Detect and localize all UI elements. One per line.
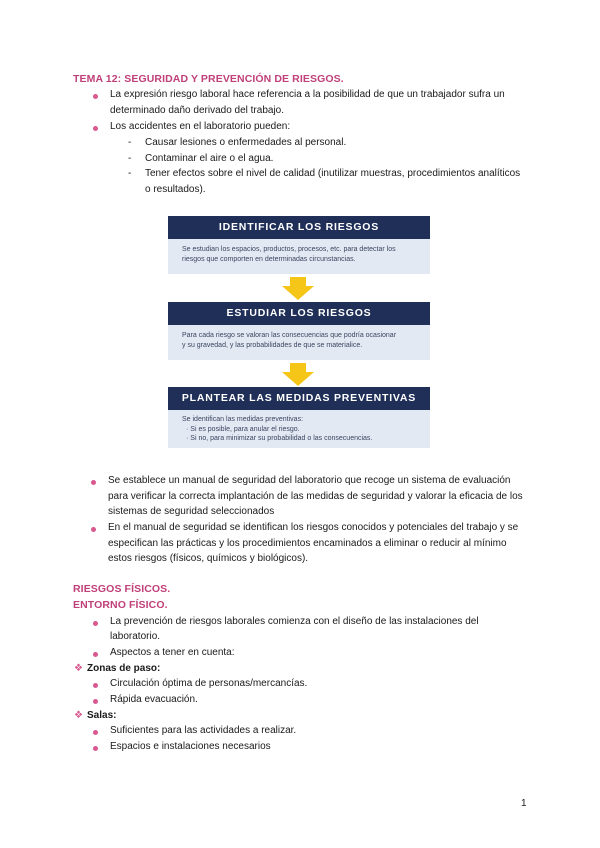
step3-body — [168, 410, 430, 448]
manual-text: sistemas de seguridad seleccionados — [108, 506, 275, 517]
step2-title: ESTUDIAR LOS RIESGOS — [168, 302, 430, 325]
dash-icon: - — [128, 168, 132, 179]
step1-body — [168, 239, 430, 274]
down-arrow-icon — [281, 363, 315, 387]
step1-title: IDENTIFICAR LOS RIESGOS — [168, 216, 430, 239]
dash-icon: - — [128, 153, 132, 164]
manual-text: En el manual de seguridad se identifican los riesgos conocidos y potenciales del trabajo y se — [108, 522, 519, 533]
bullet-icon — [93, 746, 98, 751]
sub-item: Causar lesiones o enfermedades al personal. — [145, 137, 347, 148]
bullet-icon — [93, 126, 98, 131]
intro-text: determinado daño derivado del trabajo. — [110, 105, 285, 116]
salas-label: Salas: — [87, 710, 117, 721]
fisicos-text: La prevención de riesgos laborales comienza con el diseño de las instalaciones del — [110, 616, 479, 627]
intro-text: La expresión riesgo laboral hace referencia a la posibilidad de que un trabajador sufra un — [110, 89, 505, 100]
sub-item: Contaminar el aire o el agua. — [145, 153, 274, 164]
diamond-bullet-icon: ❖ — [74, 663, 83, 674]
bullet-icon — [91, 527, 96, 532]
zonas-label: Zonas de paso: — [87, 663, 161, 674]
step1-text: Se estudian los espacios, productos, procesos, etc. para detectar los — [182, 246, 396, 253]
bullet-icon — [93, 683, 98, 688]
down-arrow-icon — [281, 277, 315, 301]
sub-item: o resultados). — [145, 184, 206, 195]
diamond-bullet-icon: ❖ — [74, 710, 83, 721]
sub-item: Tener efectos sobre el nivel de calidad (inutilizar muestras, procedimientos analíticos — [145, 168, 521, 179]
step3-text: · Si es posible, para anular el riesgo. — [186, 425, 300, 433]
section-heading: RIESGOS FÍSICOS. — [73, 583, 171, 595]
fisicos-text: Aspectos a tener en cuenta: — [110, 647, 235, 658]
fisicos-text: laboratorio. — [110, 631, 161, 642]
bullet-icon — [93, 94, 98, 99]
step3-title: PLANTEAR LAS MEDIDAS PREVENTIVAS — [168, 387, 430, 410]
manual-text: especifican las prácticas y los procedimientos encaminados a eliminar o reducir al mínimo — [108, 538, 507, 549]
zonas-item: Rápida evacuación. — [110, 694, 198, 705]
bullet-icon — [93, 621, 98, 626]
salas-item: Suficientes para las actividades a realizar. — [110, 725, 297, 736]
bullet-icon — [93, 652, 98, 657]
page-title: TEMA 12: SEGURIDAD Y PREVENCIÓN DE RIESGOS. — [73, 73, 344, 85]
section-heading: ENTORNO FÍSICO. — [73, 599, 168, 611]
step2-body — [168, 325, 430, 360]
bullet-icon — [93, 730, 98, 735]
bullet-icon — [91, 480, 96, 485]
step3-text: · Si no, para minimizar su probabilidad o las consecuencias. — [186, 435, 373, 442]
step2-text: y su gravedad, y las probabilidades de que se materialice. — [182, 341, 363, 349]
salas-item: Espacios e instalaciones necesarios — [110, 741, 271, 752]
bullet-icon — [93, 699, 98, 704]
manual-text: Se establece un manual de seguridad del laboratorio que recoge un sistema de evaluación — [108, 475, 511, 486]
zonas-item: Circulación óptima de personas/mercancías. — [110, 678, 308, 689]
step3-text: Se identifican las medidas preventivas: — [182, 416, 304, 423]
step2-text: Para cada riesgo se valoran las consecuencias que podría ocasionar — [182, 332, 397, 339]
manual-text: estos riesgos (físicos, químicos y biológicos). — [108, 553, 309, 564]
step1-text: riesgos que comporten en determinadas circunstancias. — [182, 255, 356, 263]
manual-text: para verificar la correcta implantación de las medidas de seguridad y valorar la eficacia de los — [108, 491, 523, 502]
page-number: 1 — [521, 798, 527, 809]
dash-icon: - — [128, 137, 132, 148]
intro-text: Los accidentes en el laboratorio pueden: — [110, 121, 291, 132]
